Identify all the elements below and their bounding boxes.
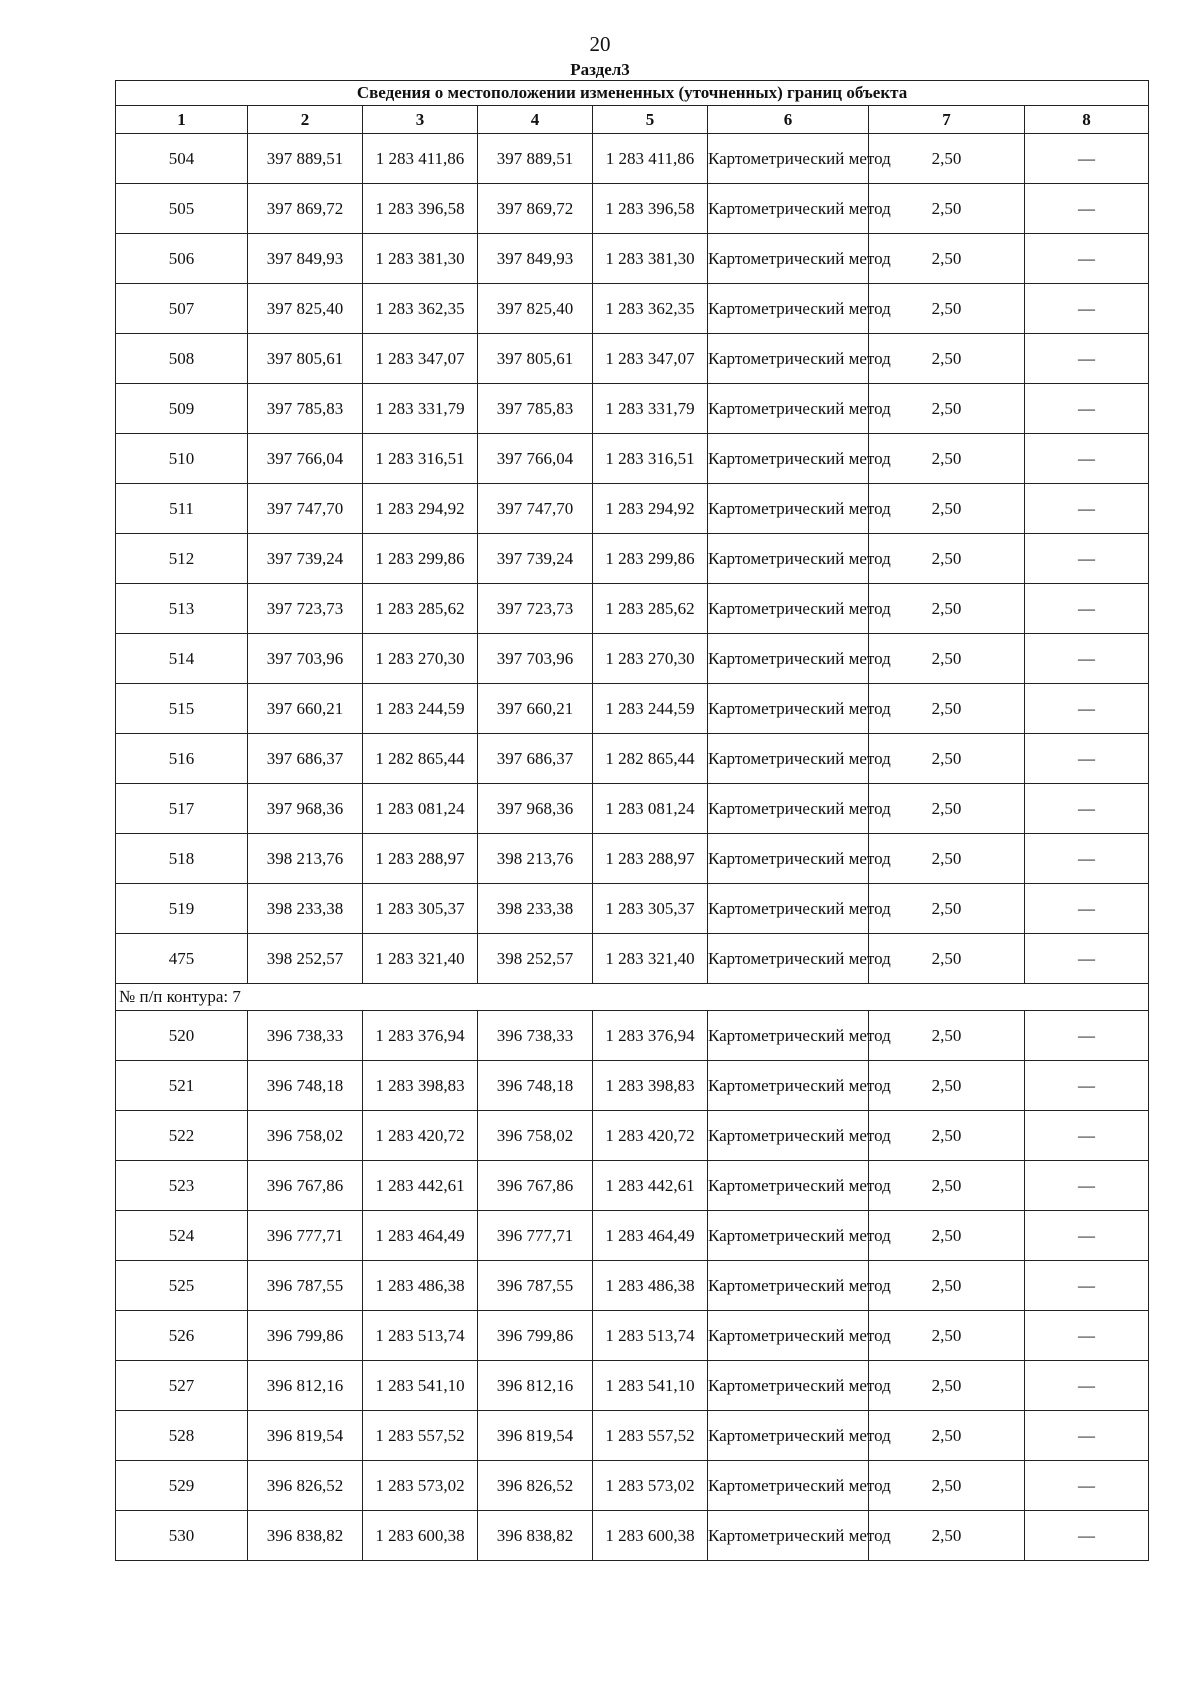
table-cell-col-7: 2,50	[869, 684, 1025, 734]
table-row	[116, 1161, 1149, 1211]
table-cell-col-7: 2,50	[869, 1161, 1025, 1211]
table-cell-col-5: 1 283 347,07	[593, 334, 708, 384]
table-cell-col-6: Картометрический метод	[708, 234, 869, 284]
table-cell-col-1: 506	[116, 234, 248, 284]
table-cell-col-6: Картометрический метод	[708, 384, 869, 434]
table-cell-col-8: —	[1025, 1411, 1149, 1461]
table-body	[116, 134, 1149, 1561]
table-cell-col-6: Картометрический метод	[708, 534, 869, 584]
table-cell-col-1: 511	[116, 484, 248, 534]
table-cell-col-3: 1 283 081,24	[363, 784, 478, 834]
boundary-coordinates-table	[115, 80, 1149, 1561]
page-number: 20	[589, 32, 611, 56]
table-cell-col-8: —	[1025, 1161, 1149, 1211]
table-cell-col-2: 397 703,96	[248, 634, 363, 684]
table-cell-col-3: 1 283 442,61	[363, 1161, 478, 1211]
table-cell-col-8: —	[1025, 484, 1149, 534]
table-cell-col-8: —	[1025, 284, 1149, 334]
table-cell-col-2: 397 825,40	[248, 284, 363, 334]
table-cell-col-3: 1 283 486,38	[363, 1261, 478, 1311]
table-cell-col-3: 1 283 270,30	[363, 634, 478, 684]
table-cell-col-2: 396 826,52	[248, 1461, 363, 1511]
table-cell-col-8: —	[1025, 1261, 1149, 1311]
table-cell-col-8: —	[1025, 184, 1149, 234]
table-cell-col-3: 1 283 362,35	[363, 284, 478, 334]
table-cell-col-4: 396 838,82	[478, 1511, 593, 1561]
table-cell-col-8: —	[1025, 1361, 1149, 1411]
table-row	[116, 1311, 1149, 1361]
table-cell-col-5: 1 283 362,35	[593, 284, 708, 334]
table-cell-col-5: 1 283 305,37	[593, 884, 708, 934]
table-cell-col-3: 1 283 420,72	[363, 1111, 478, 1161]
table-cell-col-7: 2,50	[869, 184, 1025, 234]
table-cell-col-8: —	[1025, 584, 1149, 634]
table-cell-col-8: —	[1025, 784, 1149, 834]
table-cell-col-7: 2,50	[869, 884, 1025, 934]
table-cell-col-6: Картометрический метод	[708, 934, 869, 984]
table-cell-col-7: 2,50	[869, 1361, 1025, 1411]
table-cell-col-7: 2,50	[869, 434, 1025, 484]
table-cell-col-1: 529	[116, 1461, 248, 1511]
table-cell-col-7: 2,50	[869, 934, 1025, 984]
table-cell-col-2: 397 849,93	[248, 234, 363, 284]
table-cell-col-5: 1 283 442,61	[593, 1161, 708, 1211]
table-cell-col-2: 397 766,04	[248, 434, 363, 484]
contour-label: № п/п контура: 7	[116, 984, 1149, 1011]
table-cell-col-3: 1 283 331,79	[363, 384, 478, 434]
table-cell-col-1: 504	[116, 134, 248, 184]
table-row	[116, 1011, 1149, 1061]
table-cell-col-7: 2,50	[869, 584, 1025, 634]
table-cell-col-7: 2,50	[869, 1511, 1025, 1561]
table-cell-col-2: 396 838,82	[248, 1511, 363, 1561]
table-cell-col-2: 396 819,54	[248, 1411, 363, 1461]
table-cell-col-1: 525	[116, 1261, 248, 1311]
table-cell-col-6: Картометрический метод	[708, 1311, 869, 1361]
column-header-5: 5	[593, 106, 708, 134]
table-cell-col-3: 1 283 316,51	[363, 434, 478, 484]
table-cell-col-4: 398 252,57	[478, 934, 593, 984]
table-cell-col-4: 397 723,73	[478, 584, 593, 634]
table-cell-col-3: 1 283 573,02	[363, 1461, 478, 1511]
table-cell-col-4: 397 805,61	[478, 334, 593, 384]
table-cell-col-1: 512	[116, 534, 248, 584]
table-cell-col-4: 396 812,16	[478, 1361, 593, 1411]
table-cell-col-5: 1 283 420,72	[593, 1111, 708, 1161]
table-cell-col-3: 1 283 381,30	[363, 234, 478, 284]
column-header-6: 6	[708, 106, 869, 134]
table-cell-col-7: 2,50	[869, 834, 1025, 884]
table-cell-col-7: 2,50	[869, 784, 1025, 834]
table-cell-col-1: 522	[116, 1111, 248, 1161]
table-cell-col-8: —	[1025, 1011, 1149, 1061]
table-cell-col-8: —	[1025, 684, 1149, 734]
table-cell-col-7: 2,50	[869, 634, 1025, 684]
table-cell-col-1: 475	[116, 934, 248, 984]
table-cell-col-1: 523	[116, 1161, 248, 1211]
table-cell-col-3: 1 283 398,83	[363, 1061, 478, 1111]
column-header-2: 2	[248, 106, 363, 134]
table-cell-col-1: 514	[116, 634, 248, 684]
table-cell-col-7: 2,50	[869, 734, 1025, 784]
table-cell-col-7: 2,50	[869, 534, 1025, 584]
table-cell-col-5: 1 283 244,59	[593, 684, 708, 734]
table-cell-col-6: Картометрический метод	[708, 584, 869, 634]
table-cell-col-2: 398 233,38	[248, 884, 363, 934]
table-cell-col-4: 396 777,71	[478, 1211, 593, 1261]
table-cell-col-5: 1 283 316,51	[593, 434, 708, 484]
table-cell-col-7: 2,50	[869, 1261, 1025, 1311]
table-cell-col-4: 397 739,24	[478, 534, 593, 584]
table-cell-col-6: Картометрический метод	[708, 684, 869, 734]
table-cell-col-3: 1 283 557,52	[363, 1411, 478, 1461]
table-row	[116, 384, 1149, 434]
table-row	[116, 334, 1149, 384]
table-cell-col-4: 397 766,04	[478, 434, 593, 484]
table-row	[116, 434, 1149, 484]
table-cell-col-5: 1 283 396,58	[593, 184, 708, 234]
table-cell-col-5: 1 283 376,94	[593, 1011, 708, 1061]
table-cell-col-8: —	[1025, 1461, 1149, 1511]
table-cell-col-2: 396 767,86	[248, 1161, 363, 1211]
table-cell-col-7: 2,50	[869, 1011, 1025, 1061]
table-cell-col-1: 526	[116, 1311, 248, 1361]
table-cell-col-3: 1 283 285,62	[363, 584, 478, 634]
table-cell-col-1: 520	[116, 1011, 248, 1061]
table-cell-col-7: 2,50	[869, 134, 1025, 184]
table-row	[116, 884, 1149, 934]
table-cell-col-3: 1 283 541,10	[363, 1361, 478, 1411]
table-cell-col-4: 397 849,93	[478, 234, 593, 284]
table-cell-col-5: 1 283 411,86	[593, 134, 708, 184]
table-cell-col-8: —	[1025, 334, 1149, 384]
table-row	[116, 1461, 1149, 1511]
table-cell-col-6: Картометрический метод	[708, 184, 869, 234]
table-cell-col-3: 1 283 288,97	[363, 834, 478, 884]
table-cell-col-3: 1 283 396,58	[363, 184, 478, 234]
table-row	[116, 534, 1149, 584]
table-cell-col-6: Картометрический метод	[708, 734, 869, 784]
column-header-7: 7	[869, 106, 1025, 134]
table-cell-col-6: Картометрический метод	[708, 434, 869, 484]
table-cell-col-5: 1 283 299,86	[593, 534, 708, 584]
table-cell-col-3: 1 283 299,86	[363, 534, 478, 584]
table-cell-col-6: Картометрический метод	[708, 1211, 869, 1261]
table-cell-col-5: 1 283 464,49	[593, 1211, 708, 1261]
table-cell-col-7: 2,50	[869, 1311, 1025, 1361]
table-cell-col-7: 2,50	[869, 1061, 1025, 1111]
contour-label-row	[116, 984, 1149, 1011]
column-header-3: 3	[363, 106, 478, 134]
table-cell-col-3: 1 283 321,40	[363, 934, 478, 984]
table-cell-col-1: 513	[116, 584, 248, 634]
column-header-8: 8	[1025, 106, 1149, 134]
table-cell-col-6: Картометрический метод	[708, 134, 869, 184]
table-cell-col-8: —	[1025, 734, 1149, 784]
table-row	[116, 184, 1149, 234]
table-cell-col-1: 528	[116, 1411, 248, 1461]
table-cell-col-1: 508	[116, 334, 248, 384]
table-row	[116, 734, 1149, 784]
table-cell-col-1: 519	[116, 884, 248, 934]
table-cell-col-4: 397 703,96	[478, 634, 593, 684]
table-cell-col-1: 510	[116, 434, 248, 484]
table-cell-col-4: 396 799,86	[478, 1311, 593, 1361]
table-cell-col-5: 1 283 541,10	[593, 1361, 708, 1411]
table-cell-col-1: 509	[116, 384, 248, 434]
table-cell-col-1: 505	[116, 184, 248, 234]
table-cell-col-7: 2,50	[869, 1111, 1025, 1161]
table-row	[116, 1361, 1149, 1411]
table-row	[116, 1411, 1149, 1461]
table-cell-col-8: —	[1025, 1111, 1149, 1161]
table-cell-col-8: —	[1025, 534, 1149, 584]
table-cell-col-8: —	[1025, 1511, 1149, 1561]
table-cell-col-8: —	[1025, 1061, 1149, 1111]
column-header-1: 1	[116, 106, 248, 134]
table-cell-col-8: —	[1025, 384, 1149, 434]
table-cell-col-2: 397 869,72	[248, 184, 363, 234]
table-cell-col-3: 1 283 464,49	[363, 1211, 478, 1261]
table-cell-col-6: Картометрический метод	[708, 1061, 869, 1111]
table-cell-col-8: —	[1025, 934, 1149, 984]
table-cell-col-4: 396 748,18	[478, 1061, 593, 1111]
table-row	[116, 134, 1149, 184]
table-cell-col-5: 1 283 513,74	[593, 1311, 708, 1361]
table-cell-col-2: 396 787,55	[248, 1261, 363, 1311]
table-cell-col-5: 1 283 270,30	[593, 634, 708, 684]
table-row	[116, 1211, 1149, 1261]
table-cell-col-3: 1 283 376,94	[363, 1011, 478, 1061]
table-cell-col-5: 1 283 398,83	[593, 1061, 708, 1111]
column-header-row	[116, 106, 1149, 134]
table-cell-col-2: 397 686,37	[248, 734, 363, 784]
table-cell-col-1: 507	[116, 284, 248, 334]
table-cell-col-2: 397 723,73	[248, 584, 363, 634]
table-cell-col-8: —	[1025, 634, 1149, 684]
table-cell-col-6: Картометрический метод	[708, 284, 869, 334]
table-title: Сведения о местоположении измененных (уточненных) границ объекта	[116, 81, 1149, 106]
table-cell-col-1: 521	[116, 1061, 248, 1111]
table-cell-col-4: 396 819,54	[478, 1411, 593, 1461]
table-row	[116, 934, 1149, 984]
table-cell-col-4: 397 825,40	[478, 284, 593, 334]
table-cell-col-3: 1 283 305,37	[363, 884, 478, 934]
table-cell-col-5: 1 283 573,02	[593, 1461, 708, 1511]
column-header-4: 4	[478, 106, 593, 134]
table-cell-col-1: 515	[116, 684, 248, 734]
table-cell-col-3: 1 283 347,07	[363, 334, 478, 384]
table-row	[116, 834, 1149, 884]
table-cell-col-7: 2,50	[869, 1411, 1025, 1461]
table-cell-col-7: 2,50	[869, 1211, 1025, 1261]
table-cell-col-2: 397 785,83	[248, 384, 363, 434]
table-cell-col-8: —	[1025, 1211, 1149, 1261]
table-cell-col-6: Картометрический метод	[708, 834, 869, 884]
table-cell-col-7: 2,50	[869, 334, 1025, 384]
table-cell-col-3: 1 283 411,86	[363, 134, 478, 184]
section-title: Раздел3	[570, 60, 630, 79]
table-cell-col-1: 516	[116, 734, 248, 784]
table-row	[116, 1261, 1149, 1311]
table-cell-col-5: 1 283 321,40	[593, 934, 708, 984]
table-cell-col-5: 1 283 486,38	[593, 1261, 708, 1311]
table-row	[116, 484, 1149, 534]
table-row	[116, 634, 1149, 684]
table-cell-col-2: 397 747,70	[248, 484, 363, 534]
table-cell-col-4: 398 213,76	[478, 834, 593, 884]
table-cell-col-1: 517	[116, 784, 248, 834]
table-cell-col-8: —	[1025, 134, 1149, 184]
table-cell-col-4: 397 660,21	[478, 684, 593, 734]
table-row	[116, 684, 1149, 734]
table-cell-col-7: 2,50	[869, 484, 1025, 534]
table-cell-col-6: Картометрический метод	[708, 1361, 869, 1411]
table-cell-col-7: 2,50	[869, 384, 1025, 434]
table-row	[116, 284, 1149, 334]
table-row	[116, 1061, 1149, 1111]
table-cell-col-2: 398 252,57	[248, 934, 363, 984]
table-cell-col-2: 396 812,16	[248, 1361, 363, 1411]
table-cell-col-6: Картометрический метод	[708, 634, 869, 684]
table-cell-col-7: 2,50	[869, 234, 1025, 284]
table-cell-col-5: 1 283 081,24	[593, 784, 708, 834]
table-cell-col-4: 397 686,37	[478, 734, 593, 784]
table-cell-col-4: 396 758,02	[478, 1111, 593, 1161]
table-cell-col-6: Картометрический метод	[708, 1411, 869, 1461]
table-row	[116, 1511, 1149, 1561]
table-cell-col-4: 396 787,55	[478, 1261, 593, 1311]
table-cell-col-8: —	[1025, 1311, 1149, 1361]
table-cell-col-6: Картометрический метод	[708, 1011, 869, 1061]
table-cell-col-2: 396 777,71	[248, 1211, 363, 1261]
table-cell-col-2: 397 660,21	[248, 684, 363, 734]
table-cell-col-6: Картометрический метод	[708, 334, 869, 384]
table-cell-col-5: 1 283 288,97	[593, 834, 708, 884]
table-cell-col-8: —	[1025, 434, 1149, 484]
table-cell-col-1: 527	[116, 1361, 248, 1411]
table-cell-col-5: 1 283 331,79	[593, 384, 708, 434]
table-cell-col-2: 396 738,33	[248, 1011, 363, 1061]
table-row	[116, 584, 1149, 634]
table-cell-col-7: 2,50	[869, 284, 1025, 334]
table-cell-col-2: 398 213,76	[248, 834, 363, 884]
table-cell-col-5: 1 283 600,38	[593, 1511, 708, 1561]
table-cell-col-8: —	[1025, 234, 1149, 284]
table-cell-col-6: Картометрический метод	[708, 1261, 869, 1311]
table-cell-col-5: 1 283 381,30	[593, 234, 708, 284]
table-cell-col-3: 1 283 600,38	[363, 1511, 478, 1561]
table-cell-col-4: 397 747,70	[478, 484, 593, 534]
table-cell-col-4: 396 767,86	[478, 1161, 593, 1211]
table-cell-col-4: 397 869,72	[478, 184, 593, 234]
table-cell-col-2: 397 805,61	[248, 334, 363, 384]
table-cell-col-4: 396 826,52	[478, 1461, 593, 1511]
table-cell-col-1: 524	[116, 1211, 248, 1261]
table-row	[116, 234, 1149, 284]
table-cell-col-4: 397 785,83	[478, 384, 593, 434]
table-cell-col-2: 396 799,86	[248, 1311, 363, 1361]
table-cell-col-5: 1 282 865,44	[593, 734, 708, 784]
table-cell-col-3: 1 283 244,59	[363, 684, 478, 734]
table-cell-col-8: —	[1025, 884, 1149, 934]
table-cell-col-4: 397 968,36	[478, 784, 593, 834]
table-cell-col-5: 1 283 285,62	[593, 584, 708, 634]
table-cell-col-6: Картометрический метод	[708, 484, 869, 534]
table-cell-col-6: Картометрический метод	[708, 1461, 869, 1511]
table-cell-col-2: 397 889,51	[248, 134, 363, 184]
table-cell-col-4: 396 738,33	[478, 1011, 593, 1061]
table-cell-col-6: Картометрический метод	[708, 884, 869, 934]
table-cell-col-6: Картометрический метод	[708, 1111, 869, 1161]
table-cell-col-7: 2,50	[869, 1461, 1025, 1511]
table-cell-col-6: Картометрический метод	[708, 784, 869, 834]
table-cell-col-3: 1 283 294,92	[363, 484, 478, 534]
table-row	[116, 784, 1149, 834]
table-cell-col-1: 530	[116, 1511, 248, 1561]
table-cell-col-6: Картометрический метод	[708, 1161, 869, 1211]
table-cell-col-2: 397 739,24	[248, 534, 363, 584]
table-cell-col-4: 397 889,51	[478, 134, 593, 184]
table-cell-col-1: 518	[116, 834, 248, 884]
table-cell-col-2: 397 968,36	[248, 784, 363, 834]
table-cell-col-5: 1 283 294,92	[593, 484, 708, 534]
table-cell-col-2: 396 748,18	[248, 1061, 363, 1111]
table-cell-col-2: 396 758,02	[248, 1111, 363, 1161]
table-cell-col-3: 1 282 865,44	[363, 734, 478, 784]
table-cell-col-8: —	[1025, 834, 1149, 884]
table-cell-col-3: 1 283 513,74	[363, 1311, 478, 1361]
table-row	[116, 1111, 1149, 1161]
table-cell-col-5: 1 283 557,52	[593, 1411, 708, 1461]
table-cell-col-6: Картометрический метод	[708, 1511, 869, 1561]
table-cell-col-4: 398 233,38	[478, 884, 593, 934]
